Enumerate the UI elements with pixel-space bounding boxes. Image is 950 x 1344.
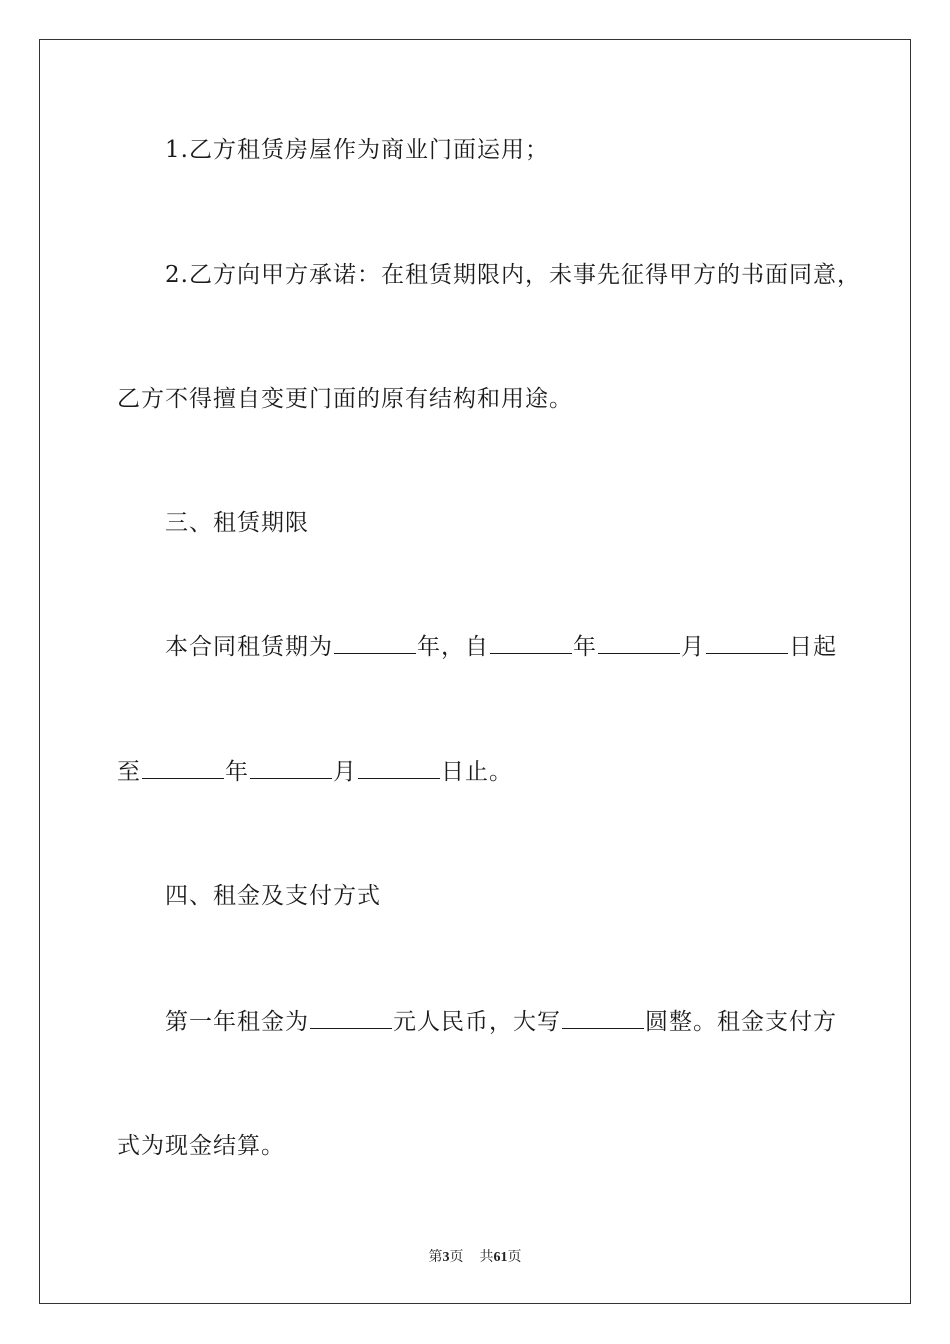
rent-text-a: 第一年租金为 — [165, 1009, 309, 1035]
blank-start-year[interactable] — [490, 635, 572, 654]
lease-term-text-e: 日起 — [789, 634, 837, 660]
rent-text-b: 元人民币，大写 — [393, 1009, 561, 1035]
blank-start-day[interactable] — [706, 635, 788, 654]
lease-end-text-d: 日止。 — [441, 759, 513, 785]
lease-term-line-2 — [117, 757, 513, 787]
lease-term-text-c: 年 — [573, 634, 597, 660]
lease-term-line-1 — [165, 632, 837, 662]
lease-term-text-b: 年，自 — [417, 634, 489, 660]
footer-total-suffix: 页 — [507, 1250, 522, 1265]
footer-prefix: 第 — [428, 1250, 443, 1265]
blank-start-month[interactable] — [598, 635, 680, 654]
blank-rent-amount[interactable] — [310, 1010, 392, 1029]
rent-line-1 — [165, 1007, 837, 1037]
section-heading-lease-term: 三、租赁期限 — [165, 510, 309, 536]
footer-total-pages: 61 — [493, 1250, 508, 1265]
footer-total-prefix: 共 — [479, 1250, 494, 1265]
lease-end-text-a: 至 — [117, 759, 141, 785]
blank-rent-amount-words[interactable] — [562, 1010, 644, 1029]
blank-end-year[interactable] — [142, 760, 224, 779]
rent-line-2: 式为现金结算。 — [117, 1133, 285, 1159]
lease-end-text-c: 月 — [333, 759, 357, 785]
lease-term-text-a: 本合同租赁期为 — [165, 634, 333, 660]
clause-2-continuation: 乙方不得擅自变更门面的原有结构和用途。 — [117, 386, 573, 412]
page-border — [39, 39, 911, 1304]
lease-end-text-b: 年 — [225, 759, 249, 785]
page-footer — [0, 1246, 950, 1266]
section-heading-rent-payment: 四、租金及支付方式 — [165, 883, 381, 909]
rent-text-c: 圆整。租金支付方 — [645, 1009, 837, 1035]
footer-page-suffix: 页 — [449, 1250, 464, 1265]
blank-lease-years[interactable] — [334, 635, 416, 654]
lease-term-text-d: 月 — [681, 634, 705, 660]
clause-1-use: 1.乙方租赁房屋作为商业门面运用； — [165, 137, 549, 163]
footer-page-number: 3 — [442, 1250, 450, 1265]
blank-end-day[interactable] — [358, 760, 440, 779]
blank-end-month[interactable] — [250, 760, 332, 779]
clause-2-promise: 2.乙方向甲方承诺：在租赁期限内，未事先征得甲方的书面同意， — [165, 262, 861, 288]
